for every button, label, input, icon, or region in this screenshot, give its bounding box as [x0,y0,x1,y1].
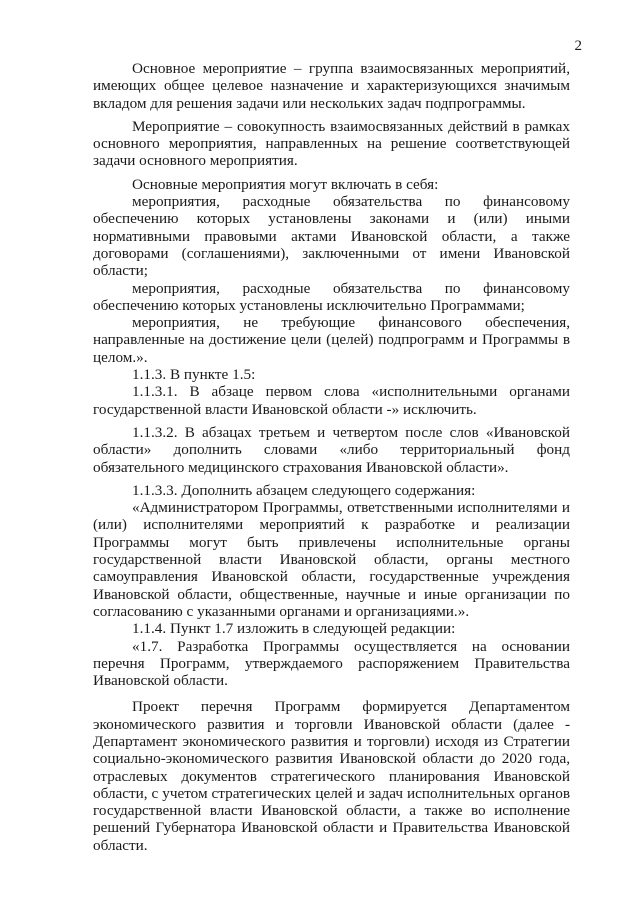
paragraph-item-1-7-quote: «1.7. Разработка Программы осуществляется на основании перечня Программ, утверждаемого распоряжением Правительства Ивановской области. [93,637,570,690]
paragraph-laws-obligations: мероприятия, расходные обязательства по финансовому обеспечению которых установлены законами и (или) иными нормативными правовыми актами Ивановской области, а также договорами (соглашениями), заключенными от имени Ивановской области; [93,193,570,280]
page-number: 2 [574,38,582,54]
paragraph-item-1-1-3-3: 1.1.3.3. Дополнить абзацем следующего содержания: [132,481,476,499]
paragraph-may-include: Основные мероприятия могут включать в себя: [132,175,439,193]
paragraph-item-1-1-3: 1.1.3. В пункте 1.5: [132,366,256,384]
paragraph-program-obligations: мероприятия, расходные обязательства по финансовому обеспечению которых установлены исключительно Программами; [93,279,570,314]
paragraph-item-1-1-3-2: 1.1.3.2. В абзацах третьем и четвертом после слов «Ивановской области» дополнить словами «либо территориальный фонд обязательного медицинского страхования Ивановской области». [93,423,570,476]
paragraph-item-1-1-4: 1.1.4. Пункт 1.7 изложить в следующей редакции: [132,620,456,638]
paragraph-administrator-quote: «Администратором Программы, ответственными исполнителями и (или) исполнителями мероприятий к разработке и реализации Программы могут быть привлечены исполнительные органы государственной власти Ивановской области, органы местного самоуправления Ивановской области, государственные учреждения Ивановской области, общественные, научные и иные организации по согласованию с указанными органами и организациями.». [93,499,570,620]
paragraph-item-1-1-3-1: 1.1.3.1. В абзаце первом слова «исполнительными органами государственной власти Ивановской области -» исключить. [93,383,570,418]
paragraph-no-financing: мероприятия, не требующие финансового обеспечения, направленные на достижение цели (целей) подпрограмм и Программы в целом.». [93,314,570,366]
paragraph-program-list-draft: Проект перечня Программ формируется Департаментом экономического развития и торговли Ивановской области (далее - Департамент экономического развития и торговли) исходя из Стратегии социально-экономического развития Ивановской области до 2020 года, отраслевых документов стратегического планирования Ивановской области, с учетом стратегических целей и задач исполнительных органов государственной власти Ивановской области, а также во исполнение решений Губернатора Ивановской области и Правительства Ивановской области. [93,698,570,854]
document-body [93,60,570,854]
paragraph-event-definition: Мероприятие – совокупность взаимосвязанных действий в рамках основного мероприятия, направленных на решение соответствующей задачи основного мероприятия. [93,117,570,170]
paragraph-main-event-definition: Основное мероприятие – группа взаимосвязанных мероприятий, имеющих общее целевое назначение и характеризующихся значимым вкладом для решения задачи или нескольких задач подпрограммы. [93,60,570,112]
